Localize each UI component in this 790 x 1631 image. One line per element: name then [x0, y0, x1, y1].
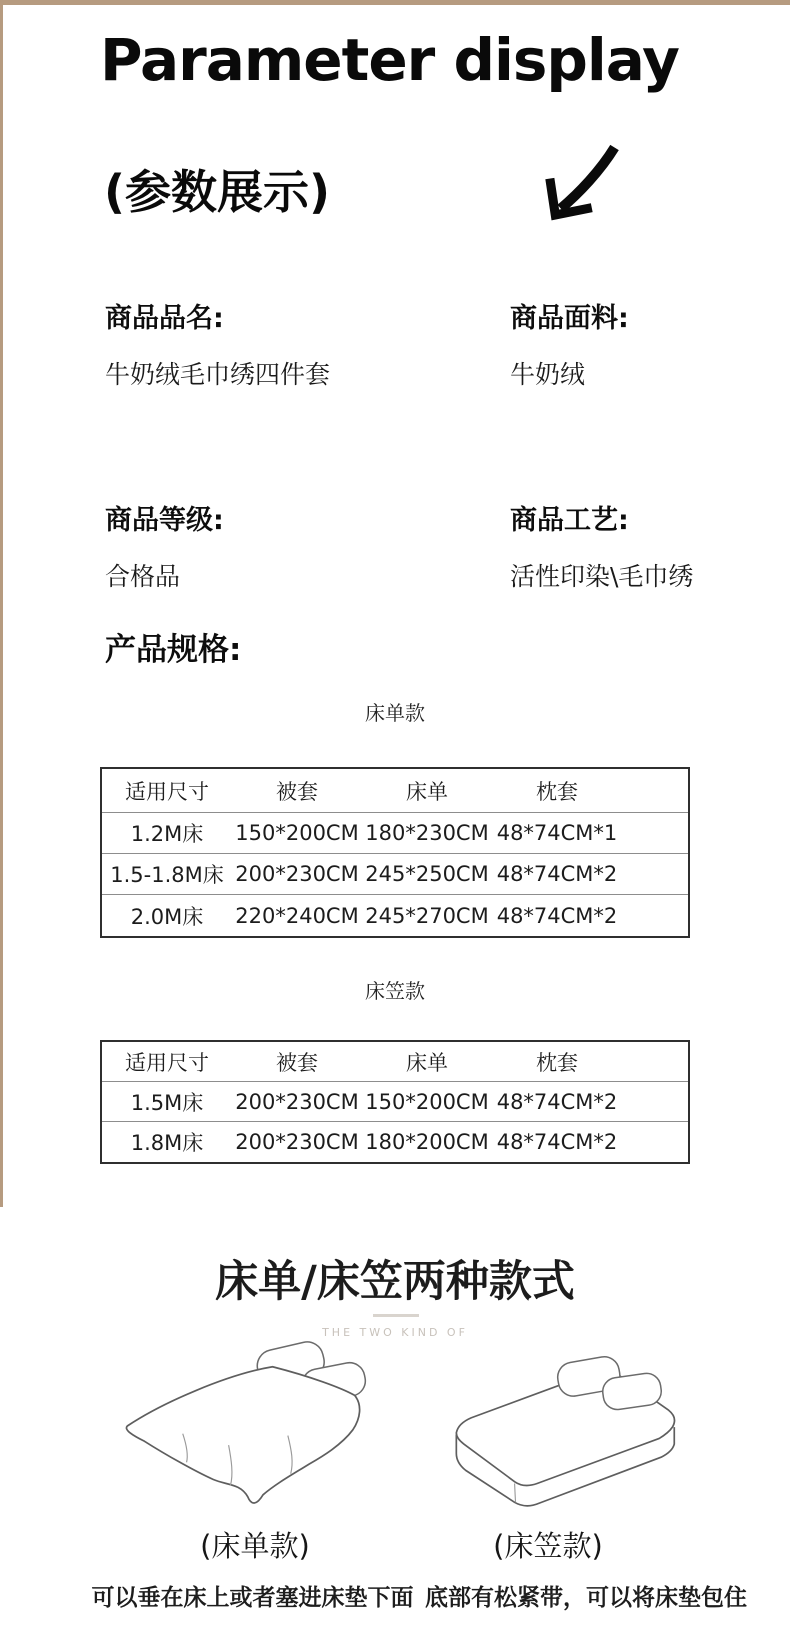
variant-caption-sheet: (床单款) — [200, 1529, 310, 1563]
column-header: 枕套 — [536, 779, 578, 804]
spec-table-fitted-style — [100, 1040, 690, 1164]
table-caption-fitted-style: 床笠款 — [365, 979, 425, 1003]
spec-table-sheet-style — [100, 767, 690, 938]
fitted-sheet-bed-illustration — [420, 1352, 720, 1507]
field-value: 合格品 — [105, 562, 181, 591]
table-cell: 48*74CM*2 — [496, 903, 618, 928]
table-cell: 150*200CM — [365, 1089, 489, 1114]
column-header: 被套 — [276, 1050, 318, 1075]
flat-sheet-bed-illustration — [100, 1340, 405, 1512]
page-subtitle: (参数展示) — [104, 165, 331, 219]
variant-caption-fitted: (床笠款) — [493, 1529, 603, 1563]
field-value: 牛奶绒 — [510, 360, 586, 389]
column-header: 床单 — [406, 1050, 448, 1075]
variant-description-sheet: 可以垂在床上或者塞进床垫下面 — [91, 1585, 414, 1611]
column-header: 被套 — [276, 779, 318, 804]
table-caption-sheet-style: 床单款 — [365, 701, 425, 725]
column-header: 枕套 — [536, 1050, 578, 1075]
arrow-down-left-icon — [538, 140, 620, 228]
field-value: 牛奶绒毛巾绣四件套 — [105, 360, 331, 389]
table-cell: 2.0M床 — [130, 904, 204, 929]
table-row — [102, 895, 688, 936]
table-header-row — [102, 1042, 688, 1082]
table-cell: 1.2M床 — [130, 822, 204, 846]
table-cell: 1.8M床 — [130, 1131, 204, 1155]
variant-description-fitted: 底部有松紧带，可以将床垫包住 — [425, 1585, 747, 1611]
field-craft — [510, 498, 790, 593]
table-cell: 245*250CM — [365, 862, 489, 886]
table-cell: 48*74CM*2 — [496, 1130, 618, 1154]
table-cell: 200*230CM — [235, 1089, 359, 1114]
table-cell: 1.5-1.8M床 — [110, 863, 224, 887]
table-cell: 48*74CM*2 — [496, 1089, 618, 1114]
decorative-dash — [373, 1314, 419, 1317]
table-row — [102, 854, 688, 895]
field-grade — [105, 498, 475, 593]
table-header-row — [102, 769, 688, 813]
field-label: 商品等级: — [105, 505, 224, 536]
table-cell: 245*270CM — [365, 903, 489, 928]
frame-top-border — [0, 0, 790, 5]
table-row — [102, 1082, 688, 1122]
field-fabric — [510, 296, 790, 391]
table-cell: 1.5M床 — [130, 1090, 204, 1115]
column-header: 适用尺寸 — [125, 1050, 209, 1075]
styles-section-tagline: THE TWO KIND OF — [322, 1326, 468, 1339]
table-row — [102, 1122, 688, 1162]
table-cell: 200*230CM — [235, 1130, 359, 1154]
table-cell: 48*74CM*1 — [496, 821, 618, 845]
table-cell: 180*230CM — [365, 821, 489, 845]
field-product-name — [105, 296, 475, 391]
column-header: 床单 — [406, 779, 448, 804]
frame-left-border — [0, 5, 3, 1207]
styles-section-heading: 床单/床笠两种款式 — [215, 1257, 575, 1307]
field-label: 商品工艺: — [510, 505, 629, 536]
table-row — [102, 813, 688, 854]
field-label: 商品品名: — [105, 303, 224, 334]
table-cell: 200*230CM — [235, 862, 359, 886]
page-title: Parameter display — [100, 26, 679, 94]
table-cell: 48*74CM*2 — [496, 862, 618, 886]
table-cell: 180*200CM — [365, 1130, 489, 1154]
table-cell: 220*240CM — [235, 903, 359, 928]
column-header: 适用尺寸 — [125, 779, 209, 804]
field-label: 商品面料: — [510, 303, 629, 334]
field-value: 活性印染\毛巾绣 — [510, 562, 694, 591]
specs-heading: 产品规格: — [105, 632, 242, 668]
table-cell: 150*200CM — [235, 821, 359, 845]
